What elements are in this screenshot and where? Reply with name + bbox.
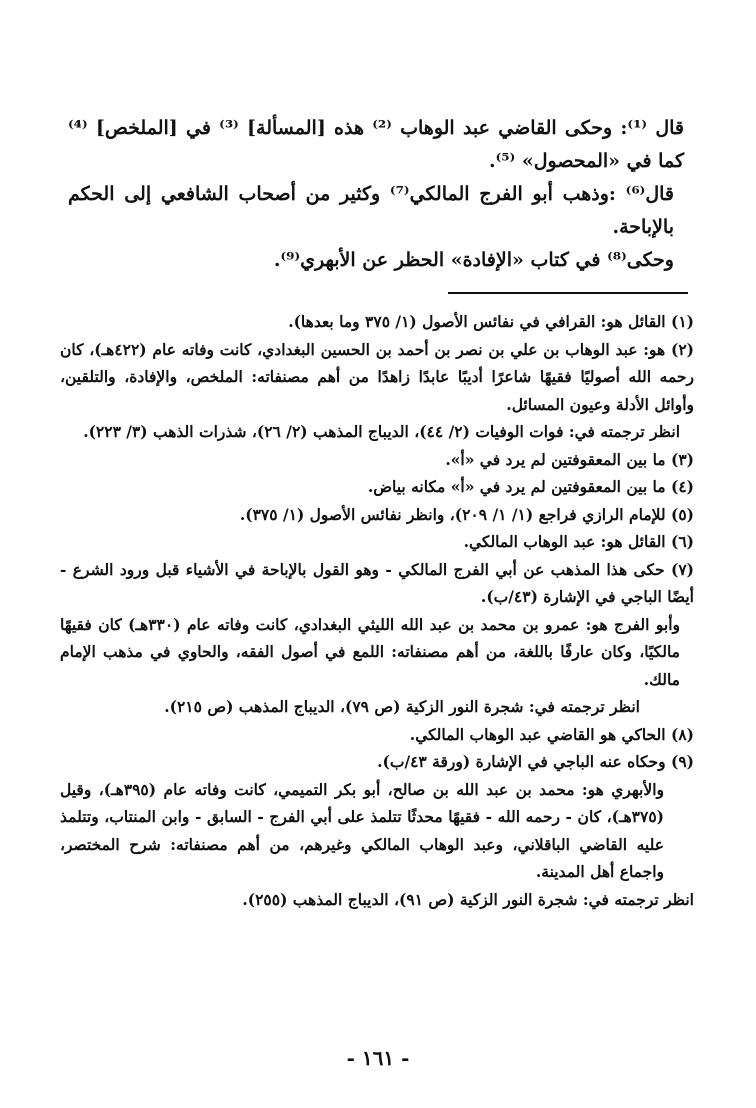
footnote-continuation: انظر ترجمته في: شجرة النور الزكية (ص ٩١)، الديباج المذهب (٢٥٥).: [242, 889, 694, 909]
footnote-continuation: والأبهري هو: محمد بن عبد الله بن صالح، أبو بكر التميمي، كانت وفاته عام (٣٩٥هـ)، وقيل (٣٧٥هـ)، كان - رحمه الله - فقيهًا محدثًا تتلمذ على أبي الفرج - السابق - وابن المنتاب، وتتلمذ عليه القاضي الباقلاني، وعبد الوهاب المالكي وغيرهم، من أهم مصنفاته: شرح المختصر، واجماع أهل المدينة.: [60, 779, 665, 881]
footnote: (٢) هو: عبد الوهاب بن علي بن نصر بن أحمد بن الحسين البغدادي، كانت وفاته عام (٤٢٢هـ)، كان رحمه الله أصوليًا فقيهًا شاعرًا أديبًا عابدًا زاهدًا من أهم مصنفاته: الملخص، والإفادة، والتلقين، وأوائل الأدلة وعيون المسائل.: [60, 339, 694, 414]
footnote-separator: [448, 292, 688, 294]
main-paragraph: قال ⁽¹⁾: وحكى القاضي عبد الوهاب ⁽²⁾ هذه [المسألة] ⁽³⁾ في [الملخص] ⁽⁴⁾ كما في «المحصول» ⁽⁵⁾.: [68, 117, 684, 172]
footnote: (٣) ما بين المعقوفتين لم يرد في «أ».: [445, 449, 694, 469]
footnotes: [60, 308, 694, 913]
footnote: (١) القائل هو: القرافي في نفائس الأصول (١/ ٣٧٥ وما بعدها).: [288, 312, 694, 331]
footnote-continuation: انظر ترجمته في: فوات الوفيات (٢/ ٤٤)، الديباج المذهب (٢/ ٢٦)، شذرات الذهب (٣/ ٢٢٣).: [83, 422, 680, 441]
footnote-continuation: وأبو الفرج هو: عمرو بن محمد بن عبد الله الليثي البغدادي، كانت وفاته عام (٣٣٠هـ) كان فقيهًا مالكيًا، وكان عارفًا باللغة، من أهم مصنفاته: اللمع في أصول الفقه، والحاوي في مذهب الإمام مالك.: [60, 614, 680, 689]
footnote: (٦) القائل هو: عبد الوهاب المالكي.: [463, 532, 694, 551]
footnote: (٨) الحاكي هو القاضي عبد الوهاب المالكي.: [409, 724, 694, 744]
main-paragraph: قال⁽⁶⁾ :وذهب أبو الفرج المالكي⁽⁷⁾ وكثير من أصحاب الشافعي إلى الحكم بالإباحة.: [68, 183, 675, 238]
footnote: (٥) للإمام الرازي فراجع (١/ ١/ ٢٠٩)، وانظر نفائس الأصول (١/ ٣٧٥).: [239, 504, 694, 524]
main-text: [68, 112, 684, 277]
main-paragraph: وحكى⁽⁸⁾ في كتاب «الإفادة» الحظر عن الأبهري⁽⁹⁾.: [273, 249, 674, 271]
footnote-continuation: انظر ترجمته في: شجرة النور الزكية (ص ٧٩)، الديباج المذهب (ص ٢١٥).: [164, 697, 640, 716]
footnote: (٩) وحكاه عنه الباجي في الإشارة (ورقة ٤٣/ب).: [377, 752, 694, 771]
page-number: - ١٦١ -: [346, 1046, 410, 1070]
footnote: (٤) ما بين المعقوفتين لم يرد في «أ» مكانه بياض.: [367, 477, 694, 496]
footnote: (٧) حكى هذا المذهب عن أبي الفرج المالكي - وهو القول بالإباحة في الأشياء قبل ورود الشرع - أيضًا الباجي في الإشارة (٤٣/ب).: [60, 559, 694, 606]
